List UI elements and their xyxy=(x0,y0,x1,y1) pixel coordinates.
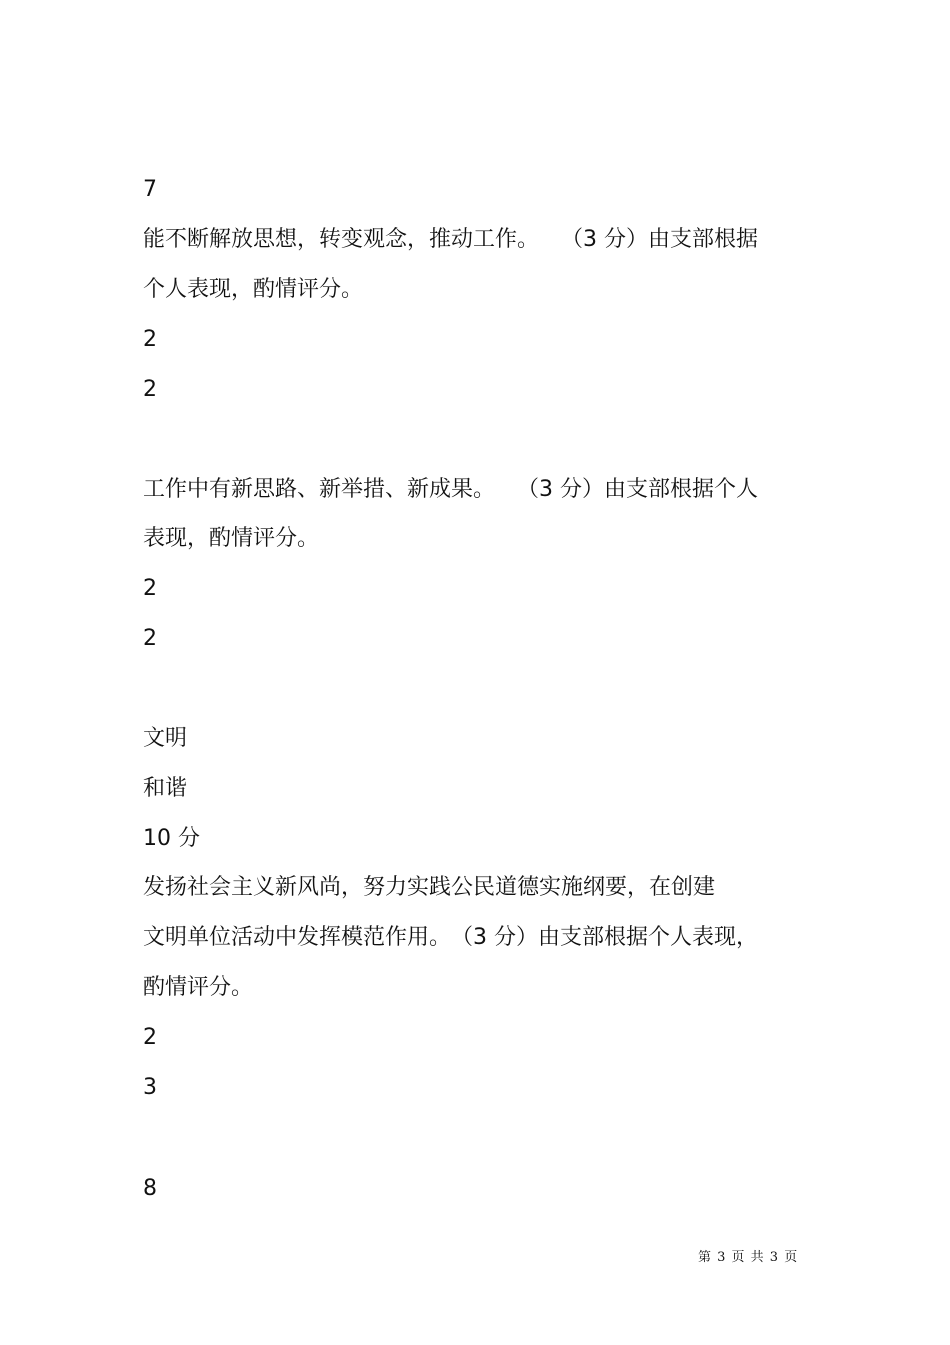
criterion-text-line: 个人表现，酌情评分。 xyxy=(143,277,364,302)
criterion-text-line: 发扬社会主义新风尚，努力实践公民道德实施纲要，在创建 xyxy=(143,875,716,900)
score-value: 2 xyxy=(143,576,157,601)
category-score: 10 分 xyxy=(143,826,200,851)
score-value: 2 xyxy=(143,1025,157,1050)
row-number: 8 xyxy=(143,1176,157,1201)
category-label: 和谐 xyxy=(143,776,188,801)
score-value: 3 xyxy=(143,1075,157,1100)
criterion-text-line: 文明单位活动中发挥模范作用。 （3 分）由支部根据个人表现， xyxy=(143,925,758,950)
category-label: 文明 xyxy=(143,726,188,751)
criterion-text-line: 能不断解放思想，转变观念，推动工作。 （3 分）由支部根据 xyxy=(143,227,758,252)
score-value: 2 xyxy=(143,377,157,402)
score-value: 2 xyxy=(143,626,157,651)
score-value: 2 xyxy=(143,327,157,352)
criterion-text-line: 表现，酌情评分。 xyxy=(143,526,320,551)
criterion-text-line: 工作中有新思路、新举措、新成果。 （3 分）由支部根据个人 xyxy=(143,477,758,502)
score-value: 7 xyxy=(143,177,157,202)
page-footer: 第 3 页 共 3 页 xyxy=(698,1250,799,1265)
criterion-text-line: 酌情评分。 xyxy=(143,975,254,1000)
